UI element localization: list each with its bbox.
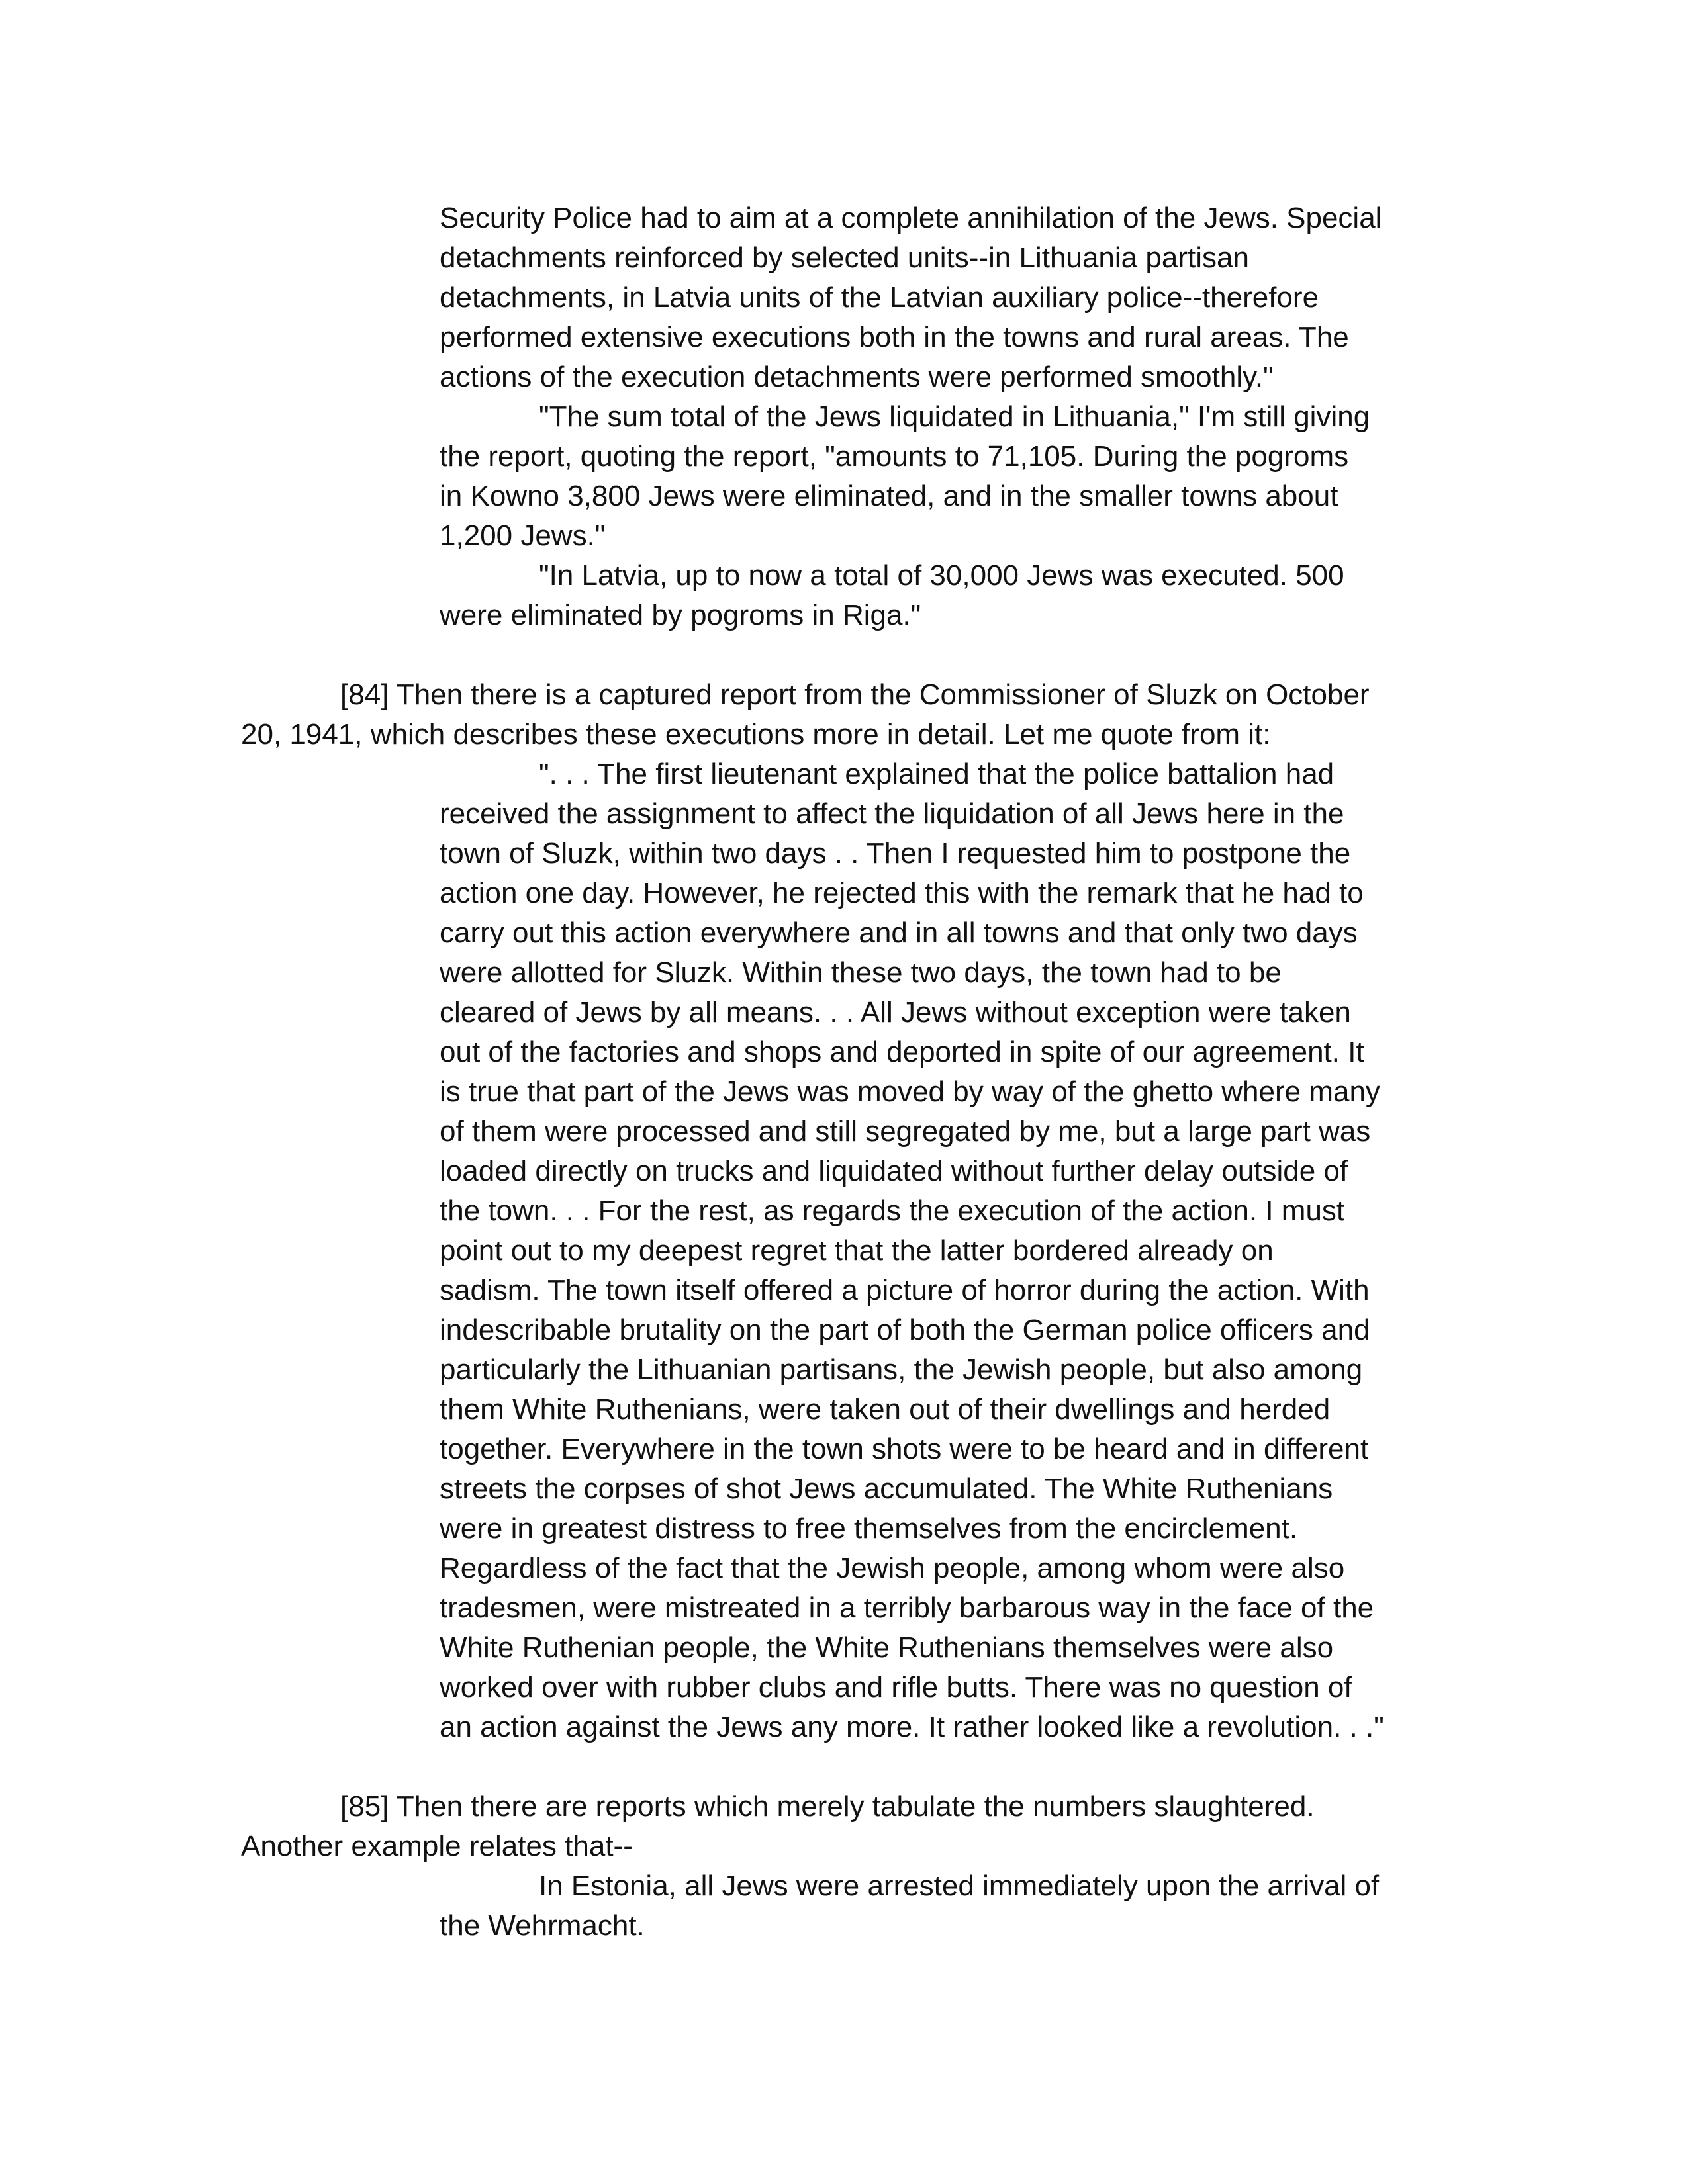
paragraph-line: [84] Then there is a captured report from the Commissioner of Sluzk on October [340,678,1370,711]
paragraph-line: Another example relates that-- [241,1830,633,1862]
quote2-line: particularly the Lithuanian partisans, the Jewish people, but also among [440,1353,1363,1386]
quote2-line: them White Ruthenians, were taken out of their dwellings and herded [440,1393,1331,1426]
quote2-line: White Ruthenian people, the White Ruthenians themselves were also [440,1631,1334,1664]
quote2-line: indescribable brutality on the part of both the German police officers and [440,1314,1370,1346]
quote2-line: an action against the Jews any more. It rather looked like a revolution. . ." [440,1711,1384,1743]
quote2-line: together. Everywhere in the town shots were to be heard and in different [440,1433,1369,1465]
quote2-line: cleared of Jews by all means. . . All Jews without exception were taken [440,996,1351,1028]
quote2-line: out of the factories and shops and deported in spite of our agreement. It [440,1036,1364,1068]
quote2-line: were in greatest distress to free themselves from the encirclement. [440,1512,1298,1545]
quote2-line: tradesmen, were mistreated in a terribly barbarous way in the face of the [440,1592,1374,1624]
quote2-line: carry out this action everywhere and in all towns and that only two days [440,917,1358,949]
quote1-line: performed extensive executions both in the towns and rural areas. The [440,321,1349,353]
quote2-line: received the assignment to affect the liquidation of all Jews here in the [440,797,1344,830]
quote2-line: of them were processed and still segregated by me, but a large part was [440,1115,1371,1148]
quote2-line: loaded directly on trucks and liquidated without further delay outside of [440,1155,1348,1187]
quote2-line: the town. . . For the rest, as regards the execution of the action. I must [440,1195,1345,1227]
quote1-line: were eliminated by pogroms in Riga." [440,599,921,631]
quote2-line: point out to my deepest regret that the latter bordered already on [440,1234,1274,1267]
paragraph-line: [85] Then there are reports which merely tabulate the numbers slaughtered. [340,1790,1315,1823]
quote1-line: detachments reinforced by selected units--in Lithuania partisan [440,242,1249,274]
quote1-line: actions of the execution detachments were performed smoothly." [440,361,1274,393]
quote1-line: in Kowno 3,800 Jews were eliminated, and in the smaller towns about [440,480,1338,512]
quote3-line: In Estonia, all Jews were arrested immediately upon the arrival of [539,1870,1380,1902]
quote2-line: sadism. The town itself offered a picture of horror during the action. With [440,1274,1370,1306]
quote2-line: is true that part of the Jews was moved by way of the ghetto where many [440,1075,1380,1108]
quote3-line: the Wehrmacht. [440,1909,645,1942]
quote1-line: "The sum total of the Jews liquidated in Lithuania," I'm still giving [539,400,1370,433]
quote1-line: 1,200 Jews." [440,520,606,552]
quote2-line: streets the corpses of shot Jews accumulated. The White Ruthenians [440,1473,1333,1505]
quote2-line: were allotted for Sluzk. Within these two days, the town had to be [440,956,1282,989]
quote2-line: ". . . The first lieutenant explained that the police battalion had [539,758,1335,790]
quote1-line: Security Police had to aim at a complete annihilation of the Jews. Special [440,202,1382,234]
quote1-line: "In Latvia, up to now a total of 30,000 Jews was executed. 500 [539,559,1344,592]
quote1-line: detachments, in Latvia units of the Latvian auxiliary police--therefore [440,281,1319,314]
quote2-line: action one day. However, he rejected this with the remark that he had to [440,877,1364,909]
quote2-line: Regardless of the fact that the Jewish people, among whom were also [440,1552,1345,1584]
quote1-line: the report, quoting the report, "amounts to 71,105. During the pogroms [440,440,1349,473]
quote2-line: worked over with rubber clubs and rifle butts. There was no question of [440,1671,1352,1704]
quote2-line: town of Sluzk, within two days . . Then I requested him to postpone the [440,837,1351,870]
paragraph-line: 20, 1941, which describes these executions more in detail. Let me quote from it: [241,718,1271,751]
